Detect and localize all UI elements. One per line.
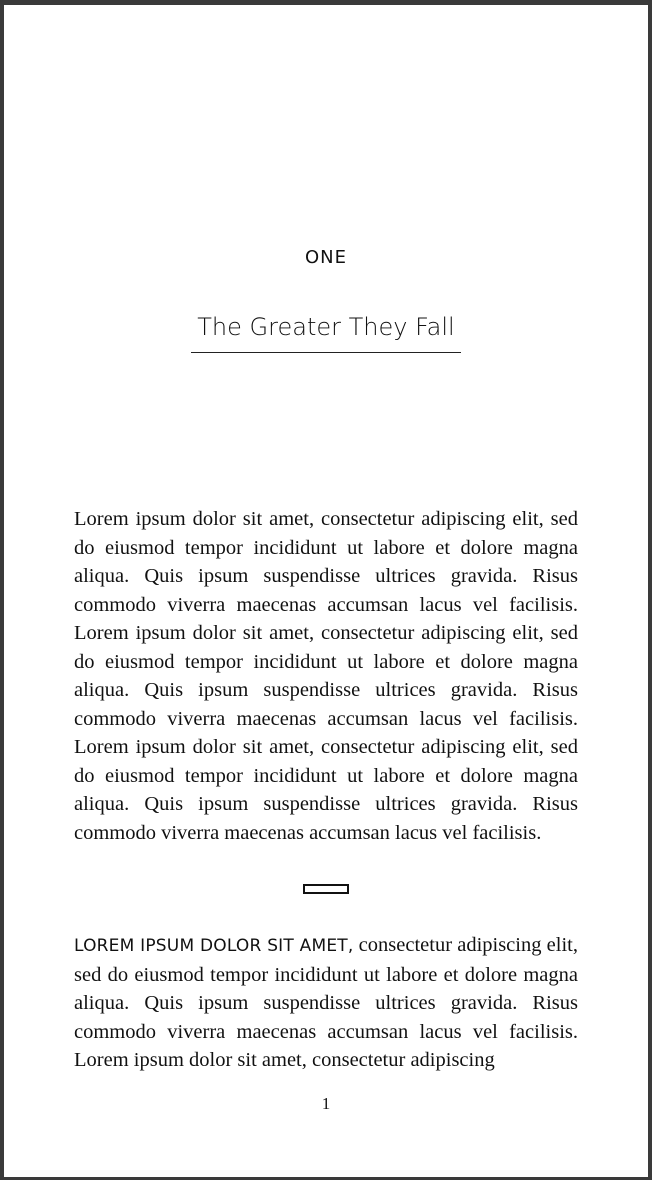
chapter-number: ONE (304, 247, 347, 268)
paragraph-1-text: Lorem ipsum dolor sit amet, consectetur adipiscing elit, sed do eiusmod tempor incididunt ut labore et dolore magna aliqua. Quis ipsum suspendisse ultrices gravida. Risus commodo viverra maecenas accumsan lacus vel facilisis. Lorem ipsum dolor sit amet, consectetur adipiscing elit, sed do eiusmod tempor incididunt ut labore et dolore magna aliqua. Quis ipsum suspendisse ultrices gravida. Risus commodo viverra maecenas accumsan lacus vel facilisis. Lorem ipsum dolor sit amet, consectetur adipiscing elit, sed do eiusmod tempor incididunt ut labore et dolore magna aliqua. Quis ipsum suspendisse ultrices gravida. Risus commodo viverra maecenas accumsan lacus vel facilisis. (74, 508, 578, 844)
scene-break-ornament (303, 884, 349, 894)
title-underline (191, 352, 461, 353)
page-number: 1 (321, 1094, 331, 1113)
chapter-title: The Greater They Fall (197, 313, 455, 341)
paragraph-2 (74, 931, 578, 1075)
paragraph-2-lead-in: LOREM IPSUM DOLOR SIT AMET, (74, 936, 354, 956)
book-page (4, 5, 648, 1177)
paragraph-2-text: consectetur adipiscing elit, sed do eiusmod tempor incididunt ut labore et dolore magna aliqua. Quis ipsum suspendisse ultrices gravida. Risus commodo viverra maecenas accumsan lacus vel facilisis. Lorem ipsum dolor sit amet, consectetur adipiscing (74, 934, 578, 1071)
paragraph-1 (74, 505, 578, 847)
